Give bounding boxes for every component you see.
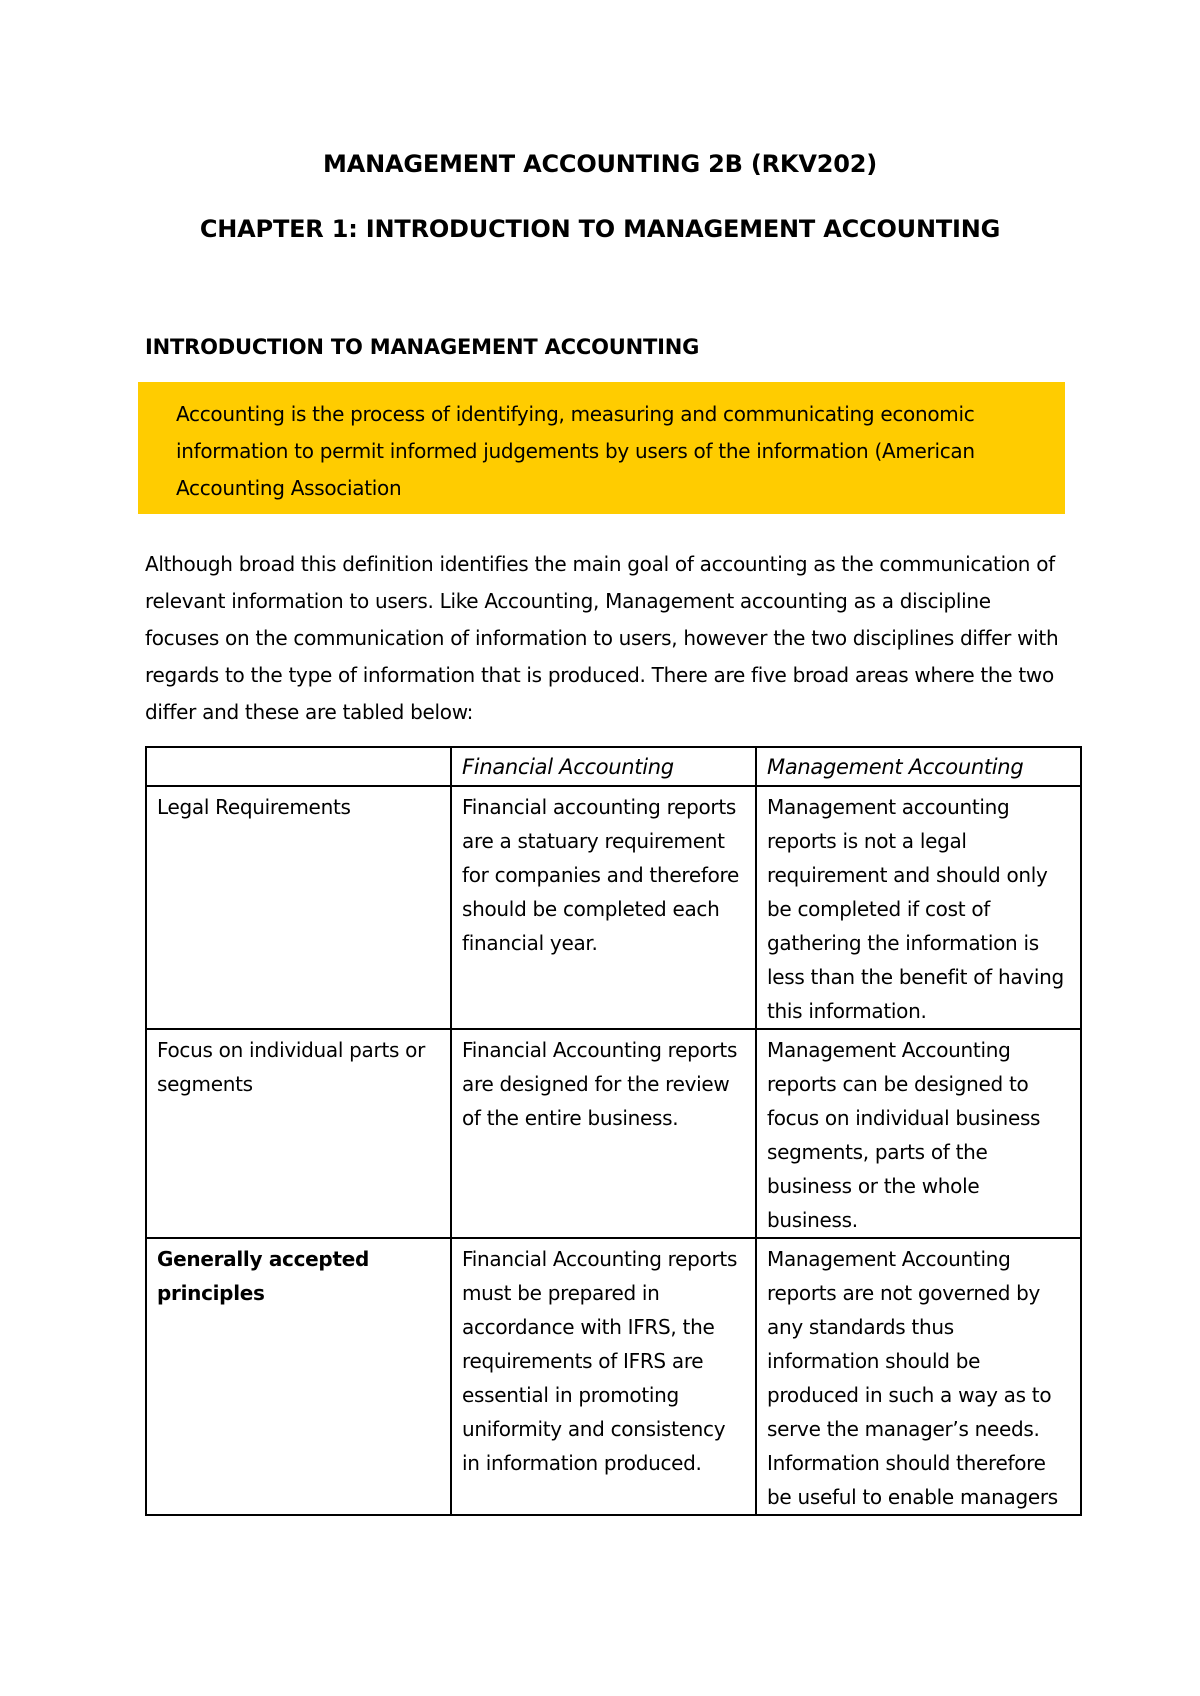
header-cell-management: Management Accounting bbox=[756, 747, 1081, 786]
table-row bbox=[146, 1029, 1081, 1238]
comparison-table bbox=[145, 746, 1082, 1516]
cell-financial: Financial accounting reports are a statuary requirement for companies and therefore should be completed each financial year. bbox=[451, 786, 756, 1029]
chapter-title: CHAPTER 1: INTRODUCTION TO MANAGEMENT ACCOUNTING bbox=[199, 215, 1001, 243]
table-row bbox=[146, 786, 1081, 1029]
definition-highlight-box bbox=[138, 382, 1065, 514]
cell-financial: Financial Accounting reports must be prepared in accordance with IFRS, the requirements of IFRS are essential in promoting uniformity and consistency in information produced. bbox=[451, 1238, 756, 1515]
cell-financial: Financial Accounting reports are designed for the review of the entire business. bbox=[451, 1029, 756, 1238]
row-label-principles: Generally accepted principles bbox=[146, 1238, 451, 1515]
cell-management: Management Accounting reports can be designed to focus on individual business segments, parts of the business or the whole business. bbox=[756, 1029, 1081, 1238]
row-label-legal: Legal Requirements bbox=[146, 786, 451, 1029]
cell-management: Management Accounting reports are not governed by any standards thus information should be produced in such a way as to serve the manager’s needs. Information should therefore be useful to enable managers bbox=[756, 1238, 1081, 1515]
intro-paragraph: Although broad this definition identifies the main goal of accounting as the communication of relevant information to users. Like Accounting, Management accounting as a discipline focuses on the communication of information to users, however the two disciplines differ with regards to the type of information that is produced. There are five broad areas where the two differ and these are tabled below: bbox=[145, 552, 1059, 724]
cell-management: Management accounting reports is not a legal requirement and should only be completed if cost of gathering the information is less than the benefit of having this information. bbox=[756, 786, 1081, 1029]
section-heading: INTRODUCTION TO MANAGEMENT ACCOUNTING bbox=[145, 335, 700, 359]
definition-text: Accounting is the process of identifying, measuring and communicating economic information to permit informed judgements by users of the information (American Accounting Association bbox=[176, 402, 975, 500]
table-row bbox=[146, 1238, 1081, 1515]
document-title: MANAGEMENT ACCOUNTING 2B (RKV202) bbox=[323, 150, 877, 178]
header-cell-blank bbox=[146, 747, 451, 786]
header-cell-financial: Financial Accounting bbox=[451, 747, 756, 786]
table-header-row bbox=[146, 747, 1081, 786]
row-label-focus: Focus on individual parts or segments bbox=[146, 1029, 451, 1238]
